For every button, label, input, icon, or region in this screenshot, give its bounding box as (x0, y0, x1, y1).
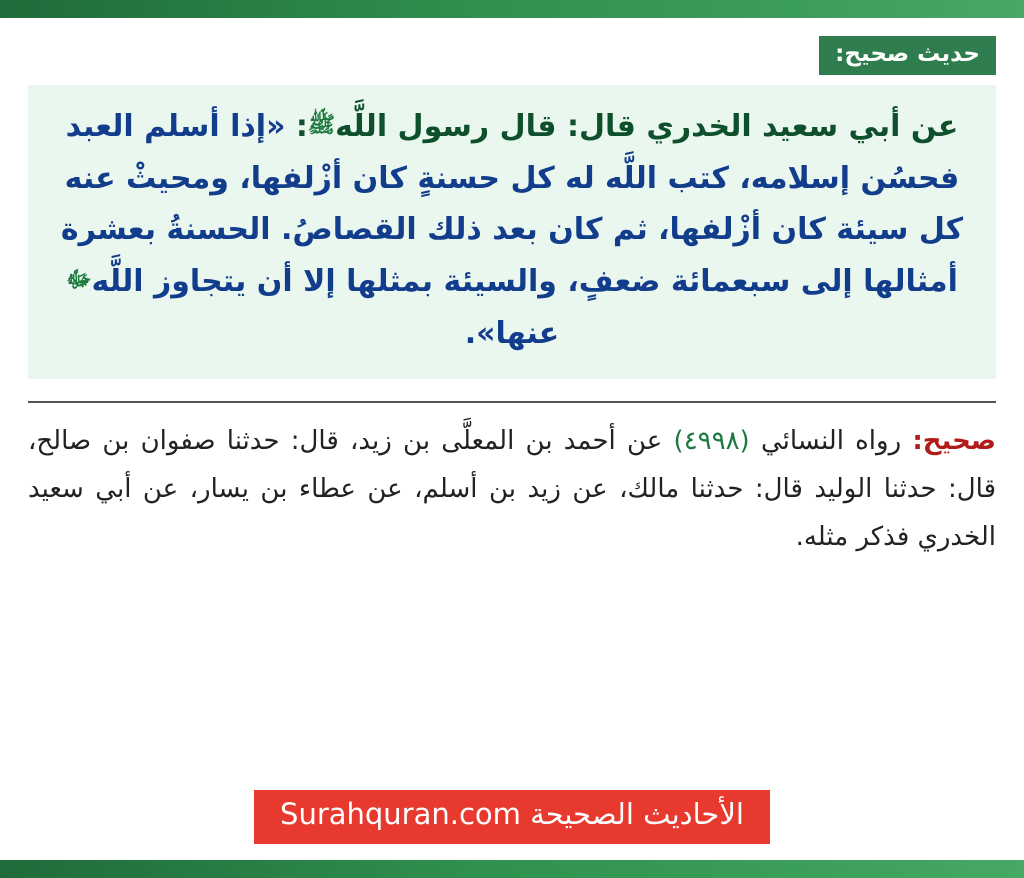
takhreej-reference-number: (٤٩٩٨) (673, 426, 750, 457)
status-badge: حديث صحيح: (819, 36, 996, 75)
section-divider (28, 401, 996, 403)
takhreej-paragraph (28, 417, 996, 561)
hadith-text-box (28, 85, 996, 379)
footer-row (28, 790, 996, 850)
grade-label-row (28, 36, 996, 75)
brand-title: الأحاديث الصحيحة (530, 797, 744, 832)
takhreej-chain: عن أحمد بن المعلَّى بن زيد، قال: حدثنا صفوان بن صالح، قال: حدثنا الوليد قال: حدثنا مالك، عن زيد بن أسلم، عن عطاء بن يسار، عن أبي سعيد الخدري فذكر مثله. (28, 426, 996, 553)
hadith-paragraph (54, 101, 970, 359)
card-content (0, 18, 1024, 860)
hadith-body-end: عنها». (464, 315, 560, 351)
brand-badge[interactable] (254, 790, 770, 844)
salla-allah-icon: ﷺ (307, 112, 336, 139)
bottom-decorative-bar (0, 860, 1024, 878)
hadith-body: «إذا أسلم العبد فحسُن إسلامه، كتب اللَّه له كل حسنةٍ كان أزْلفها، ومحيثْ عنه كل سيئة كان أزْلفها، ثم كان بعد ذلك القصاصُ. الحسنةُ بعشرة أمثالها إلى سبعمائة ضعفٍ، والسيئة بمثلها إلا أن يتجاوز اللَّه (60, 109, 964, 300)
hadith-narrator-intro: عن أبي سعيد الخدري قال: قال رسول اللَّه (335, 109, 959, 145)
hadith-intro-colon: : (295, 109, 308, 145)
takhreej-grade-word: صحيح: (912, 426, 996, 457)
brand-website-link[interactable]: Surahquran.com (280, 797, 521, 832)
takhreej-source: رواه النسائي (760, 426, 902, 457)
top-decorative-bar (0, 0, 1024, 18)
jalla-jalaluhu-icon: ﷻ (66, 267, 92, 294)
